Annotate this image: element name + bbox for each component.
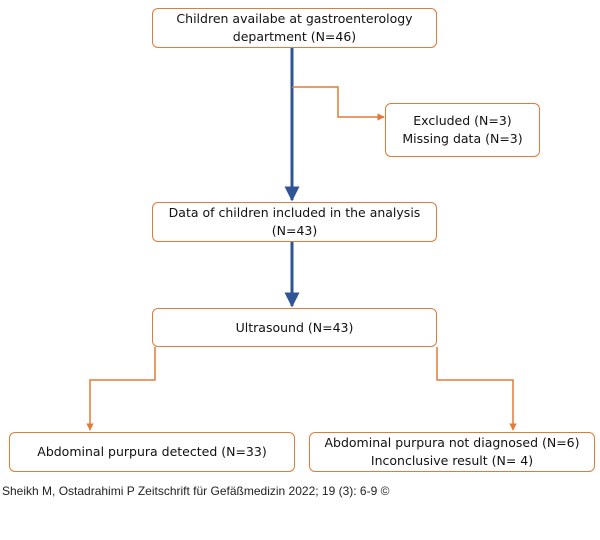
- node-start-line-1: Children availabe at gastroenterology: [176, 11, 413, 26]
- node-ultrasound: [152, 308, 437, 347]
- node-excluded-line-1: Excluded (N=3): [413, 113, 512, 128]
- node-not-diagnosed-line-1: Abdominal purpura not diagnosed (N=6): [324, 435, 580, 450]
- node-detected: [9, 432, 295, 472]
- node-included: [152, 202, 437, 242]
- node-start-line-2: department (N=46): [232, 29, 357, 44]
- node-ultrasound-line-1: Ultrasound (N=43): [235, 319, 354, 335]
- node-not-diagnosed: [309, 432, 595, 472]
- node-excluded-line-2: Missing data (N=3): [402, 131, 523, 146]
- citation: Sheikh M, Ostadrahimi P Zeitschrift für Gefäßmedizin 2022; 19 (3): 6-9 ©: [2, 484, 390, 498]
- node-included-line-1: Data of children included in the analysis: [168, 205, 421, 220]
- arrow-ultrasound-to-detected: [90, 347, 155, 430]
- arrow-start-to-excluded: [292, 87, 384, 117]
- node-detected-line-1: Abdominal purpura detected (N=33): [37, 444, 267, 459]
- node-excluded: [385, 103, 540, 157]
- arrow-ultrasound-to-not-diagnosed: [437, 347, 513, 430]
- node-start: [152, 8, 437, 48]
- node-not-diagnosed-line-2: Inconclusive result (N= 4): [370, 453, 534, 468]
- node-included-line-2: (N=43): [271, 223, 318, 238]
